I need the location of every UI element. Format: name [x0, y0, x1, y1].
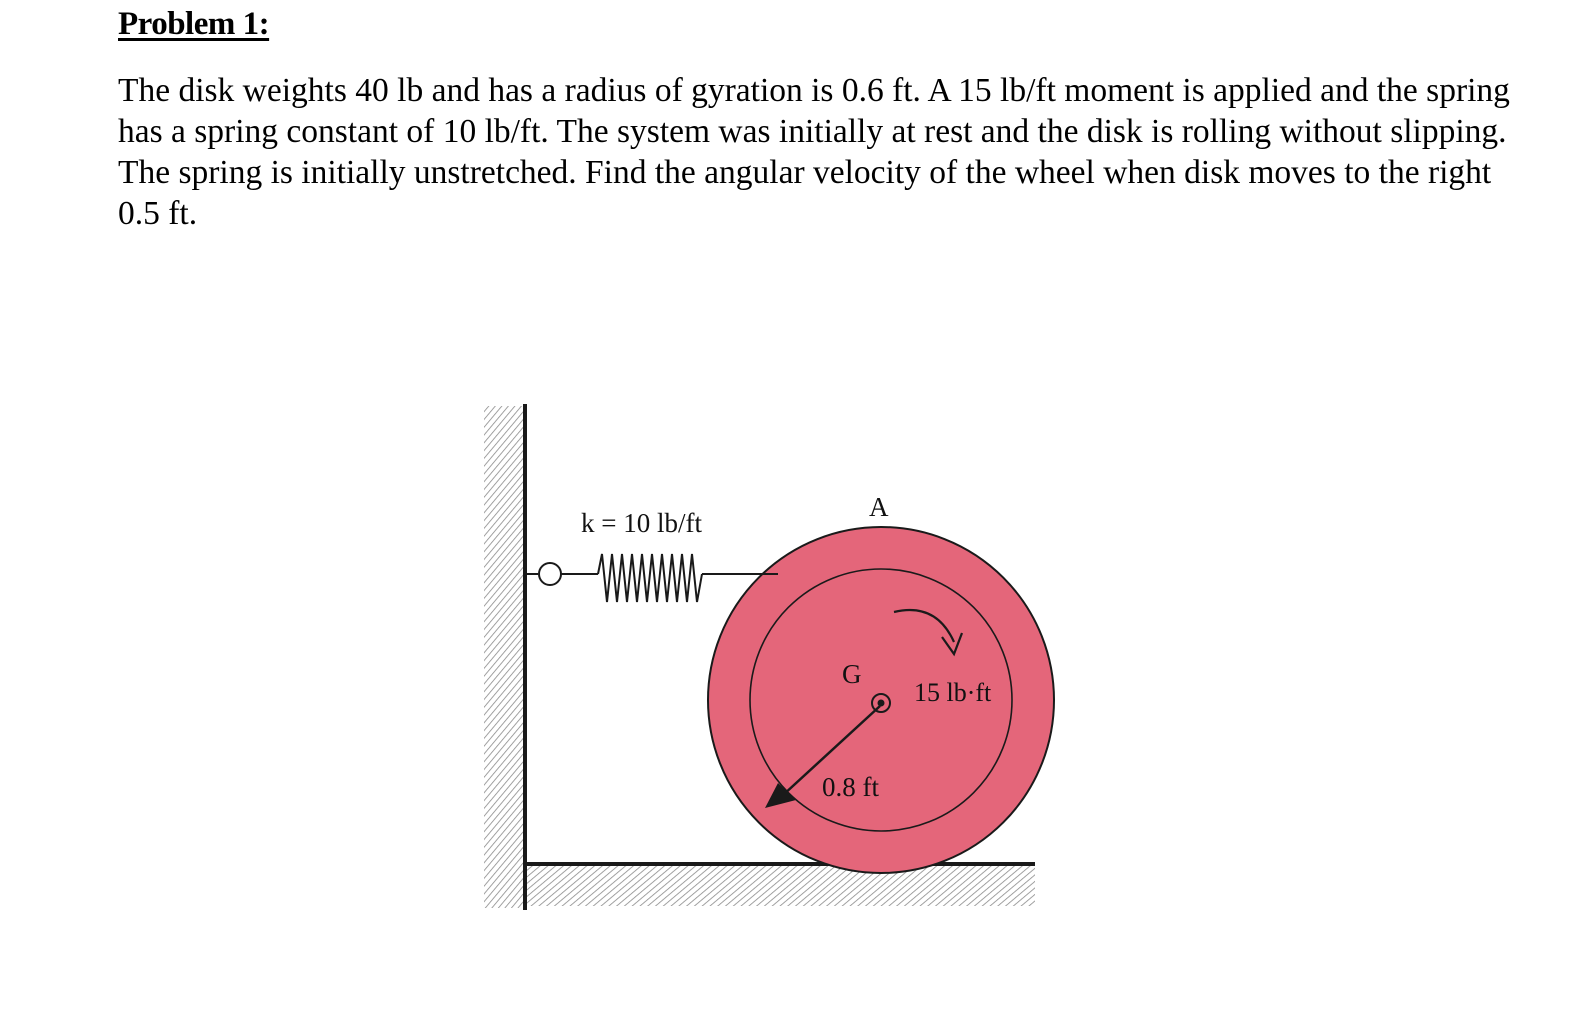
problem-statement: The disk weights 40 lb and has a radius of gyration is 0.6 ft. A 15 lb/ft moment is applied and the spring has a spring constant of 10 lb/ft. The system was initially at rest and the disk is rolling without slipping. The spring is initially unstretched. Find the angular velocity of the wheel when disk moves to the right 0.5 ft.: [118, 72, 1510, 232]
spring-coil: [598, 554, 702, 602]
floor-hatch: [527, 866, 1035, 906]
spring-pin: [539, 563, 561, 585]
spring-constant-label: k = 10 lb/ft: [581, 508, 702, 538]
moment-label: 15 lb·ft: [914, 678, 992, 707]
point-a-label: A: [869, 492, 889, 522]
center-g-label: G: [842, 659, 862, 689]
center-point-dot: [878, 700, 885, 707]
wall-hatch: [484, 406, 524, 908]
problem-heading: Problem 1:: [118, 6, 270, 42]
radius-label: 0.8 ft: [822, 772, 879, 802]
